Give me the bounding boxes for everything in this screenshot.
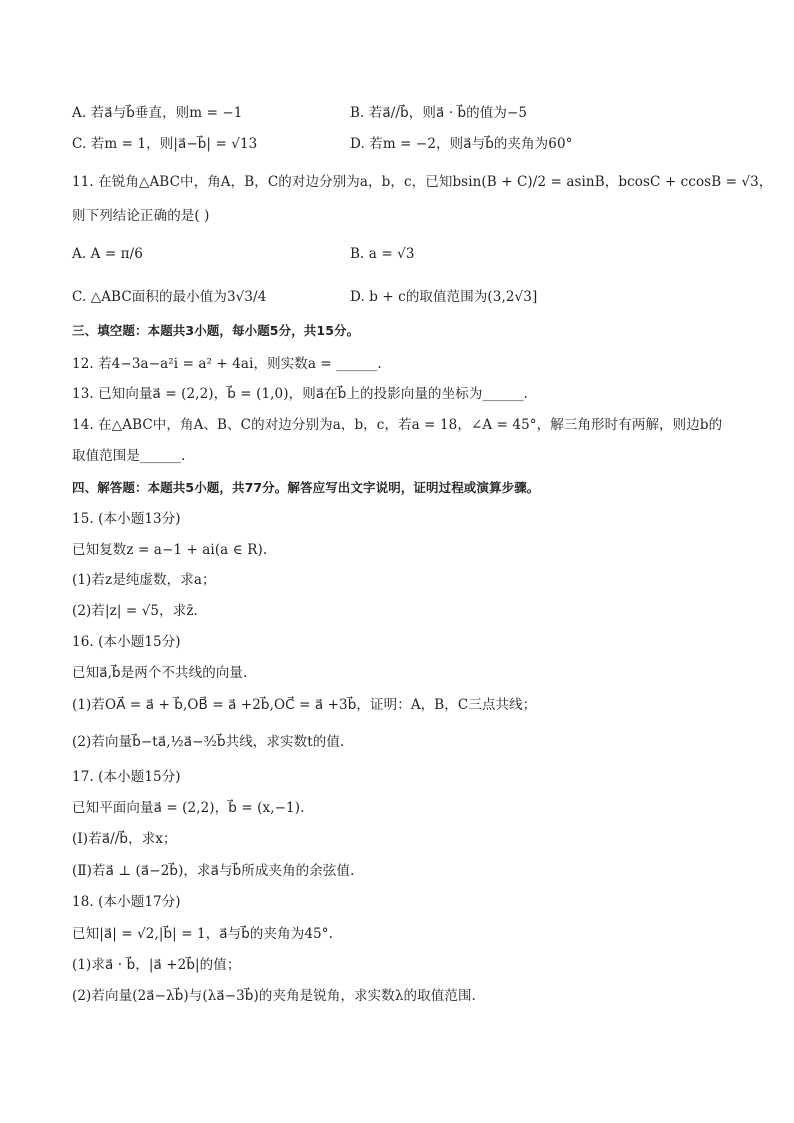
section-4-heading: 四、解答题：本题共5小题，共77分。解答应写出文字说明，证明过程或演算步骤。 xyxy=(72,480,540,495)
question-16-part1: (1)若OA⃗ = a⃗ + b⃗,OB⃗ = a⃗ +2b⃗,OC⃗ = a⃗ +3b⃗，证明：A，B，C三点共线； xyxy=(72,697,537,713)
question-18-part2: (2)若向量(2a⃗−λb⃗)与(λa⃗−3b⃗)的夹角是锐角，求实数λ的取值范围. xyxy=(72,988,476,1004)
question-17-title: 17. (本小题15分) xyxy=(72,769,181,785)
option-10d: D. 若m = −2，则a⃗与b⃗的夹角为60° xyxy=(350,136,573,152)
question-11-stem: 11. 在锐角△ABC中，角A，B，C的对边分别为a，b，c，已知bsin(B + C)/2 = asinB，bcosC + ccosB = √3， xyxy=(72,174,773,190)
question-18-stem: 已知|a⃗| = √2,|b⃗| = 1，a⃗与b⃗的夹角为45°. xyxy=(72,926,333,942)
section-3-heading: 三、填空题：本题共3小题，每小题5分，共15分。 xyxy=(72,323,360,338)
option-11c: C. △ABC面积的最小值为3√3/4 xyxy=(72,289,267,305)
question-16-part2: (2)若向量b⃗−ta⃗,½a⃗−³⁄₂b⃗共线，求实数t的值. xyxy=(72,734,345,750)
question-11-prompt: 则下列结论正确的是( ) xyxy=(72,208,210,224)
question-15-part2: (2)若|z| = √5，求z̄. xyxy=(72,603,198,619)
question-17-stem: 已知平面向量a⃗ = (2,2)，b⃗ = (x,−1). xyxy=(72,800,305,816)
option-10a: A. 若a⃗与b⃗垂直，则m = −1 xyxy=(72,105,243,121)
option-11b: B. a = √3 xyxy=(350,246,415,262)
option-10c: C. 若m = 1，则|a⃗−b⃗| = √13 xyxy=(72,136,258,152)
question-16-title: 16. (本小题15分) xyxy=(72,634,181,650)
question-16-stem: 已知a⃗,b⃗是两个不共线的向量. xyxy=(72,665,248,681)
question-18-part1: (1)求a⃗ · b⃗，|a⃗ +2b⃗|的值； xyxy=(72,957,241,973)
question-14-line2: 取值范围是______. xyxy=(72,448,186,464)
question-12: 12. 若4−3a−a²i = a² + 4ai，则实数a = ______. xyxy=(72,356,382,372)
question-14-line1: 14. 在△ABC中，角A、B、C的对边分别为a，b，c，若a = 18，∠A = 45°，解三角形时有两解，则边b的 xyxy=(72,417,723,433)
question-17-part1: (Ⅰ)若a⃗//b⃗，求x； xyxy=(72,831,177,847)
question-17-part2: (Ⅱ)若a⃗ ⊥ (a⃗−2b⃗)，求a⃗与b⃗所成夹角的余弦值. xyxy=(72,863,355,879)
question-13: 13. 已知向量a⃗ = (2,2)，b⃗ = (1,0)，则a⃗在b⃗上的投影向量的坐标为______. xyxy=(72,386,528,402)
question-15-stem: 已知复数z = a−1 + ai(a ∈ R). xyxy=(72,542,268,558)
option-11d: D. b + c的取值范围为(3,2√3] xyxy=(350,289,538,305)
question-15-part1: (1)若z是纯虚数，求a； xyxy=(72,572,216,588)
option-11a: A. A = π/6 xyxy=(72,246,143,262)
question-18-title: 18. (本小题17分) xyxy=(72,894,181,910)
question-15-title: 15. (本小题13分) xyxy=(72,511,181,527)
option-10b: B. 若a⃗//b⃗，则a⃗ · b⃗的值为−5 xyxy=(350,105,528,121)
